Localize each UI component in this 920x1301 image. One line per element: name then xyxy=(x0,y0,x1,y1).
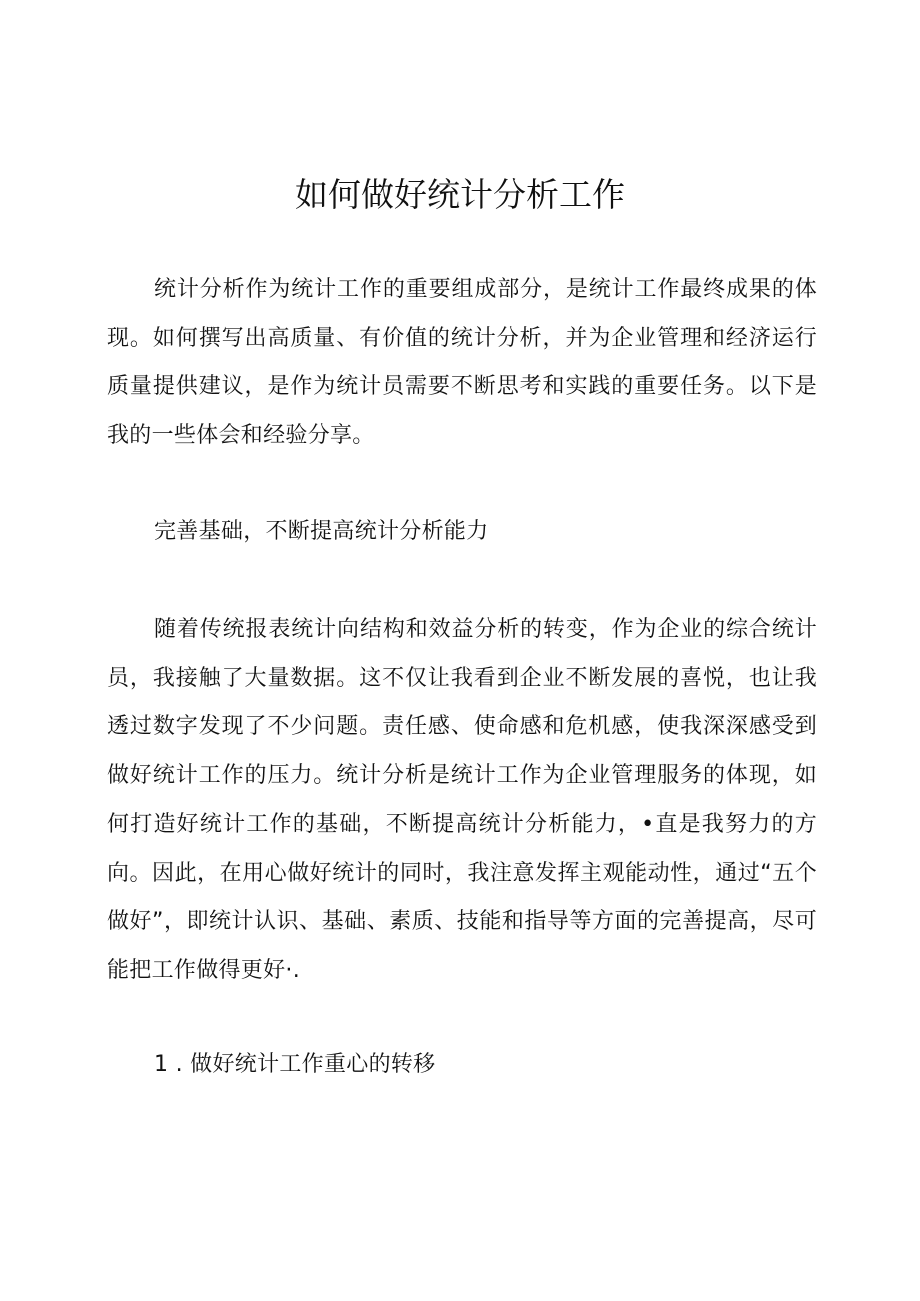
section-heading: 完善基础，不断提高统计分析能力 xyxy=(154,519,489,544)
body-paragraph: 随着传统报表统计向结构和效益分析的转变，作为企业的综合统计员，我接触了大量数据。这不仅让我看到企业不断发展的喜悦，也让我透过数字发现了不少问题。责任感、使命感和危机感，使我深深感受到做好统计工作的压力。统计分析是统计工作为企业管理服务的体现，如何打造好统计工作的基础，不断提高统计分析能力，•直是我努力的方向。因此，在用心做好统计的同时，我注意发挥主观能动性，通过“五个做好”，即统计认识、基础、素质、技能和指导等方面的完善提高，尽可能把工作做得更好·. xyxy=(107,617,817,983)
intro-paragraph: 统计分析作为统计工作的重要组成部分，是统计工作最终成果的体现。如何撰写出高质量、有价值的统计分析，并为企业管理和经济运行质量提供建议，是作为统计员需要不断思考和实践的重要任务。以下是我的一些体会和经验分享。 xyxy=(107,277,817,449)
document-title: 如何做好统计分析工作 xyxy=(295,175,625,214)
subsection-heading: 1 . 做好统计工作重心的转移 xyxy=(154,1052,436,1077)
